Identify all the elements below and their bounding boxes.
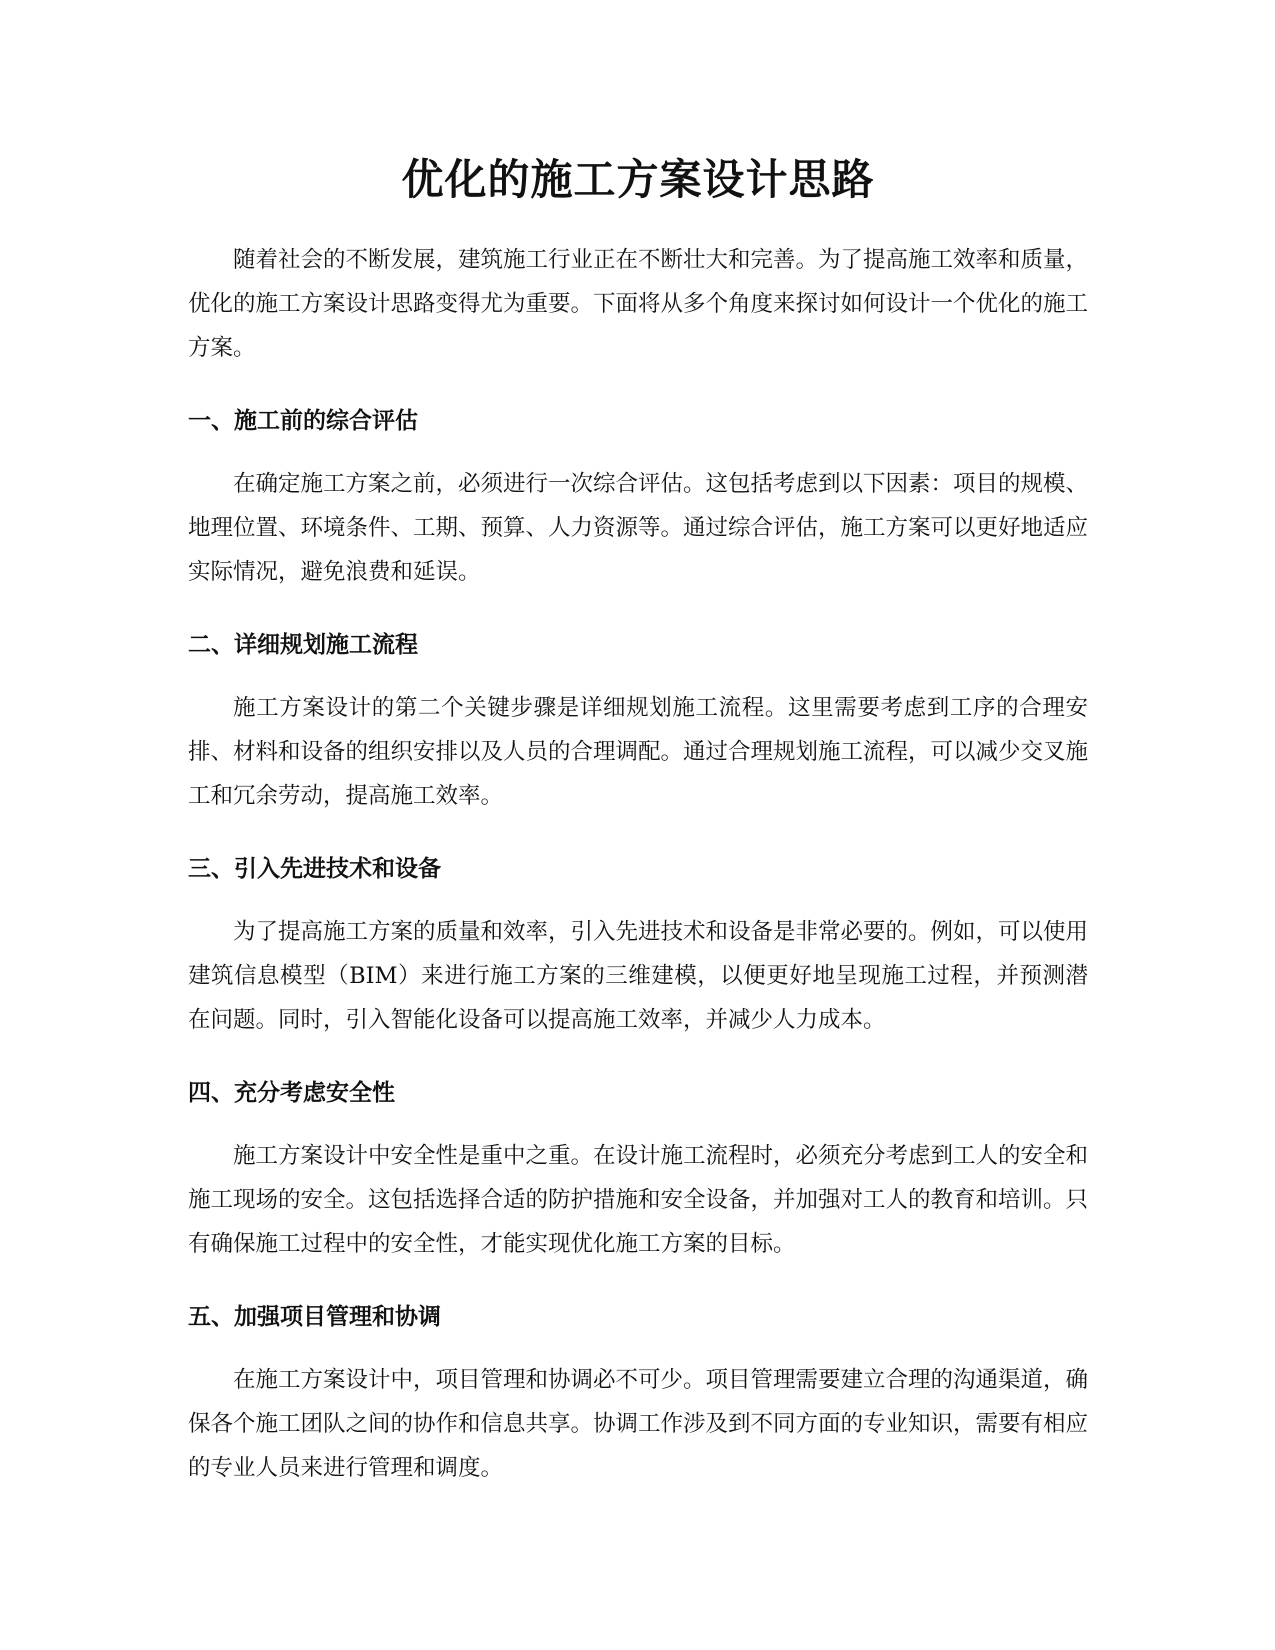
document-content <box>188 150 1088 1490</box>
document-title: 优化的施工方案设计思路 <box>401 155 875 204</box>
section-3-heading: 三、引入先进技术和设备 <box>188 856 441 882</box>
section-4-heading: 四、充分考虑安全性 <box>188 1080 395 1106</box>
section-5-body: 在施工方案设计中，项目管理和协调必不可少。项目管理需要建立合理的沟通渠道，确保各个施工团队之间的协作和信息共享。协调工作涉及到不同方面的专业知识，需要有相应的专业人员来进行管理和调度。 <box>188 1367 1089 1481</box>
section-4-body: 施工方案设计中安全性是重中之重。在设计施工流程时，必须充分考虑到工人的安全和施工现场的安全。这包括选择合适的防护措施和安全设备，并加强对工人的教育和培训。只有确保施工过程中的安全性，才能实现优化施工方案的目标。 <box>188 1143 1089 1257</box>
section-2-heading: 二、详细规划施工流程 <box>188 632 418 658</box>
intro-paragraph: 随着社会的不断发展，建筑施工行业正在不断壮大和完善。为了提高施工效率和质量，优化的施工方案设计思路变得尤为重要。下面将从多个角度来探讨如何设计一个优化的施工方案。 <box>188 247 1089 361</box>
section-5-heading: 五、加强项目管理和协调 <box>188 1304 441 1330</box>
section-3-body: 为了提高施工方案的质量和效率，引入先进技术和设备是非常必要的。例如，可以使用建筑信息模型（BIM）来进行施工方案的三维建模，以便更好地呈现施工过程，并预测潜在问题。同时，引入智能化设备可以提高施工效率，并减少人力成本。 <box>188 919 1089 1033</box>
section-1-body: 在确定施工方案之前，必须进行一次综合评估。这包括考虑到以下因素：项目的规模、地理位置、环境条件、工期、预算、人力资源等。通过综合评估，施工方案可以更好地适应实际情况，避免浪费和延误。 <box>188 471 1089 585</box>
section-1-heading: 一、施工前的综合评估 <box>188 408 418 434</box>
section-2-body: 施工方案设计的第二个关键步骤是详细规划施工流程。这里需要考虑到工序的合理安排、材料和设备的组织安排以及人员的合理调配。通过合理规划施工流程，可以减少交叉施工和冗余劳动，提高施工效率。 <box>188 695 1089 809</box>
